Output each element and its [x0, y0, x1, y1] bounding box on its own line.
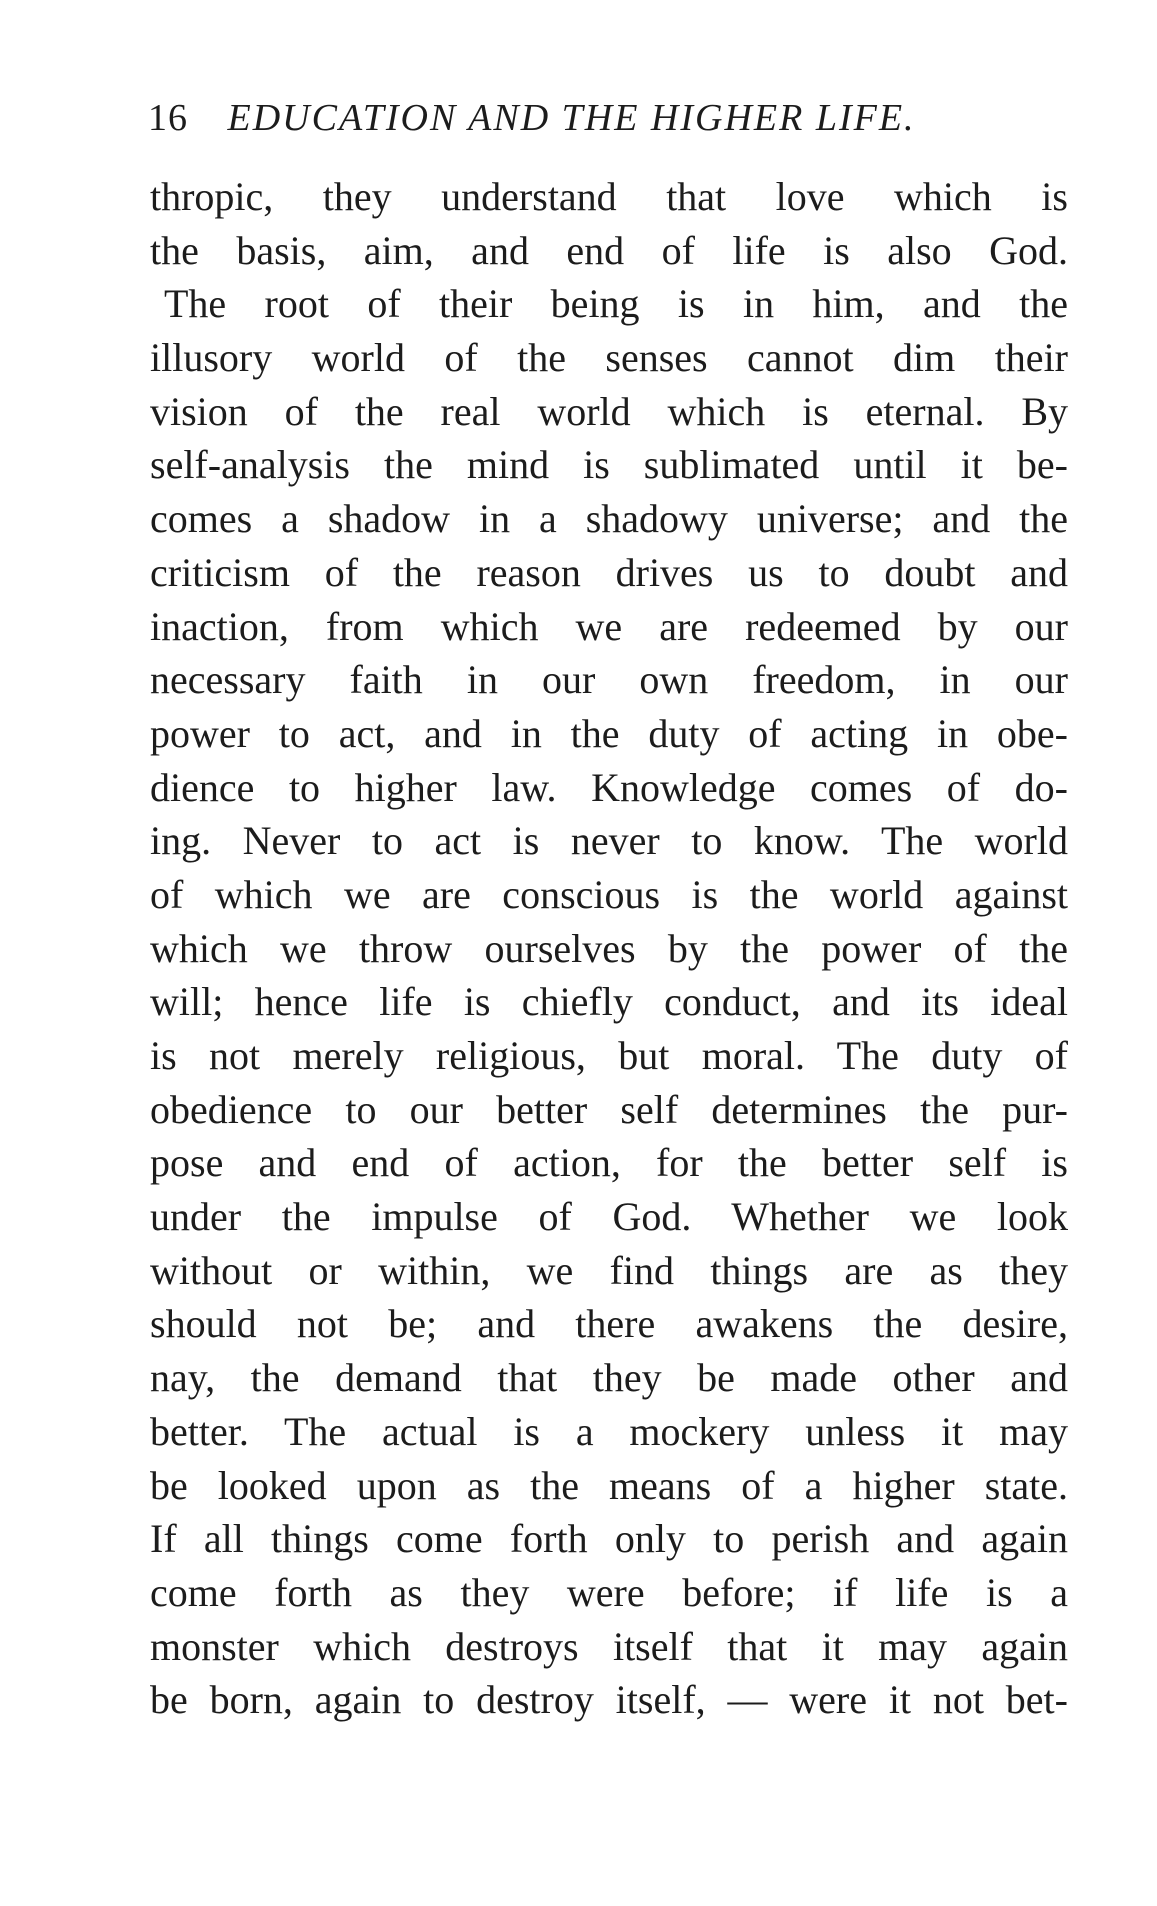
text-line: necessary faith in our own freedom, in our — [150, 657, 1068, 703]
text-line: ing. Never to act is never to know. The world — [150, 818, 1068, 864]
text-line: comes a shadow in a shadowy universe; and the — [150, 496, 1068, 542]
text-line: illusory world of the senses cannot dim their — [150, 335, 1068, 381]
text-line: obedience to our better self determines the pur- — [150, 1086, 1068, 1132]
text-line: self-analysis the mind is sublimated until it be- — [150, 442, 1068, 488]
text-line: will; hence life is chiefly conduct, and its ideal — [150, 979, 1068, 1025]
text-line: power to act, and in the duty of acting in obe- — [150, 710, 1068, 756]
page-number: 16 — [148, 97, 188, 139]
running-title: EDUCATION AND THE HIGHER LIFE. — [227, 97, 916, 139]
text-line: come forth as they were before; if life is a — [150, 1569, 1068, 1615]
text-line: vision of the real world which is eternal. By — [150, 388, 1068, 434]
text-line: without or within, we find things are as they — [150, 1247, 1068, 1293]
text-line: nay, the demand that they be made other and — [150, 1355, 1068, 1401]
text-line: of which we are conscious is the world against — [150, 871, 1068, 917]
text-line: monster which destroys itself that it may again — [150, 1623, 1068, 1669]
text-line: thropic, they understand that love which is — [150, 174, 1068, 219]
paragraph-first-line: The root of their being is in him, and the — [164, 281, 1068, 327]
text-line: If all things come forth only to perish and again — [150, 1516, 1068, 1562]
text-line: should not be; and there awakens the desire, — [150, 1301, 1068, 1347]
text-line: under the impulse of God. Whether we look — [150, 1194, 1068, 1240]
running-head — [148, 88, 1068, 148]
text-line: be born, again to destroy itself, — were it not bet- — [150, 1677, 1068, 1723]
text-line: is not merely religious, but moral. The duty of — [150, 1033, 1068, 1078]
text-line: dience to higher law. Knowledge comes of do- — [150, 764, 1068, 810]
text-line: better. The actual is a mockery unless it may — [150, 1408, 1068, 1454]
text-line: inaction, from which we are redeemed by our — [150, 603, 1068, 649]
body-text — [150, 170, 1068, 1727]
text-line: criticism of the reason drives us to doubt and — [150, 549, 1068, 595]
text-line: the basis, aim, and end of life is also God. — [150, 227, 1068, 273]
text-line: pose and end of action, for the better self is — [150, 1140, 1068, 1186]
text-line: which we throw ourselves by the power of the — [150, 925, 1068, 971]
text-line: be looked upon as the means of a higher state. — [150, 1462, 1068, 1508]
